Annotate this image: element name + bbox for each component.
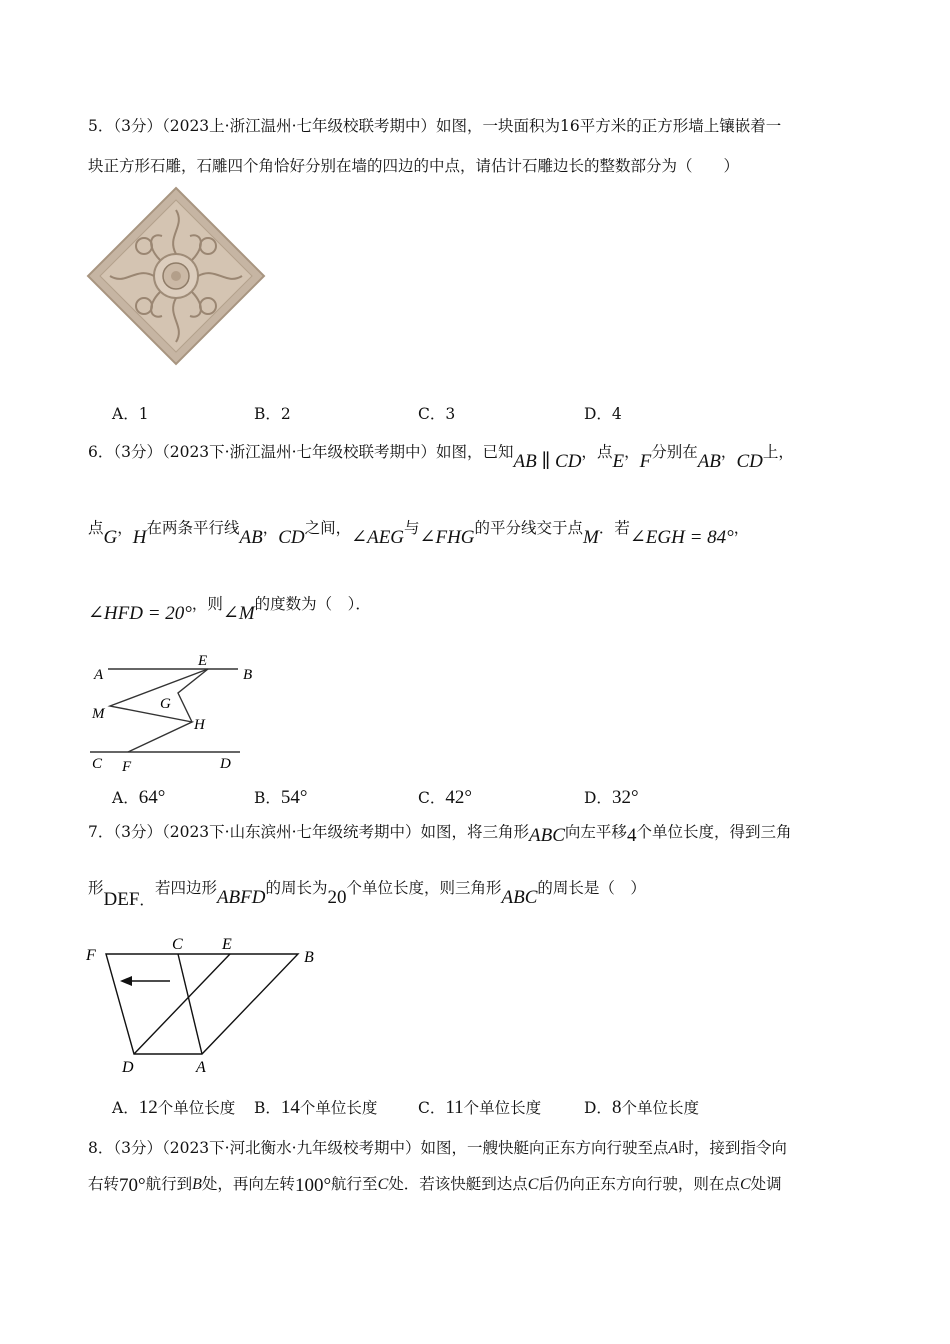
q6-label-g: G (160, 696, 171, 712)
q6-point-g: G (103, 527, 118, 548)
q6-comma: ， (720, 443, 737, 461)
q8-text: 处调 (750, 1175, 782, 1193)
q6-text: 的平分线交于点 (474, 519, 584, 537)
q6-text: 之间， (304, 519, 352, 537)
q6-label-e: E (198, 653, 208, 669)
q8-text: 处．若该快艇到达点 (388, 1175, 528, 1193)
q8-point-c: C (377, 1176, 389, 1193)
q6-point-e: E (612, 451, 625, 472)
q7-label-c: C (172, 936, 183, 953)
q6-comma: ， (733, 519, 750, 537)
q6-label-c: C (92, 756, 103, 772)
q5-option-d: D．4 (584, 405, 622, 423)
option-unit: 个单位长度 (157, 1099, 236, 1117)
q7-text: 的周长为 (265, 879, 328, 897)
q8-text: 航行到 (145, 1175, 193, 1193)
q7-figure (82, 934, 322, 1076)
q6-text: 分别在 (651, 443, 698, 461)
q8-line-2 (88, 1174, 782, 1195)
q6-label-a: A (94, 667, 104, 683)
option-letter: B． (254, 789, 281, 807)
q8-point-a: A (668, 1140, 679, 1157)
q7-text: 若四边形 (154, 879, 217, 897)
option-letter: B． (254, 1099, 281, 1117)
q6-line-cd: CD (736, 451, 763, 472)
q6-angle-aeg: ∠AEG (351, 527, 405, 548)
q6-label-f: F (122, 759, 132, 775)
q7-label-a: A (196, 1059, 206, 1076)
q6-text: ，则 (191, 595, 223, 613)
q5-option-a: A．1 (112, 405, 149, 423)
option-value: 42° (445, 787, 472, 808)
q6-angle-m: ∠M (222, 603, 255, 624)
q6-figure (86, 648, 266, 776)
q5-line-2: 块正方形石雕，石雕四个角恰好分别在墙的四边的中点，请估计石雕边长的整数部分为（ ） (88, 157, 740, 175)
q7-label-e: E (222, 936, 232, 953)
q6-comma: ， (117, 519, 133, 537)
q8-text: 右转 (88, 1175, 120, 1193)
q6-angle-fhg: ∠FHG (419, 527, 475, 548)
q8-text: 航行至 (331, 1175, 378, 1193)
q7-line-2 (88, 878, 646, 910)
option-value: 12 (138, 1097, 158, 1118)
q6-label-m: M (92, 706, 105, 722)
q6-line-ab: AB (239, 527, 263, 548)
q6-prefix: 6．（3分）（2023下·浙江温州·七年级校联考期中）如图，已知 (88, 443, 514, 461)
option-unit: 个单位长度 (299, 1099, 378, 1117)
q6-text: 点 (88, 519, 104, 537)
q8-text: 处，再向左转 (201, 1175, 295, 1193)
q7-line-1 (88, 822, 792, 846)
option-value: 54° (280, 787, 308, 808)
q6-text: 的度数为（ ）． (254, 595, 371, 613)
q6-ab-parallel-cd: AB ∥ CD (513, 451, 582, 472)
option-value: 8 (611, 1097, 622, 1118)
option-value: 64° (138, 787, 166, 808)
q6-text: 上， (762, 443, 794, 461)
q7-shift-value: 4 (626, 825, 637, 846)
q7-label-b: B (304, 949, 314, 966)
q8-text: 时，接到指令向 (678, 1139, 787, 1157)
option-letter: A． (112, 1099, 139, 1117)
q7-text: 的周长是（ ） (537, 879, 646, 897)
q7-text: 个单位长度，得到三角 (636, 823, 792, 841)
q7-option-d (584, 1098, 699, 1118)
q5-stone-carving-image (86, 186, 266, 366)
option-letter: D． (584, 1099, 612, 1117)
q5-line-1: 5．（3分）（2023上·浙江温州·七年级校联考期中）如图，一块面积为16平方米的正方形墙上镶嵌着一 (88, 117, 782, 135)
option-letter: A． (112, 789, 139, 807)
q8-point-c: C (739, 1176, 751, 1193)
q7-option-a (112, 1098, 235, 1118)
q6-angle-egh: ∠EGH = 84° (629, 527, 734, 548)
q7-text: 个单位长度，则三角形 (346, 879, 502, 897)
q8-text: 后仍向正东方向行驶，则在点 (538, 1175, 740, 1193)
option-unit: 个单位长度 (621, 1099, 699, 1117)
q6-comma: ， (262, 519, 279, 537)
option-letter: D． (584, 789, 612, 807)
q7-option-c (418, 1098, 541, 1118)
q7-triangle-abc: ABC (529, 825, 565, 846)
option-value: 32° (611, 787, 639, 808)
q8-line-1 (88, 1138, 787, 1159)
q6-line-1 (88, 442, 794, 472)
q6-point-f: F (639, 451, 652, 472)
q7-perimeter-value: 20 (327, 887, 347, 908)
q6-point-h: H (132, 527, 147, 548)
option-value: 11 (445, 1097, 464, 1118)
q7-option-b (254, 1098, 377, 1118)
q7-prefix: 7．（3分）（2023下·山东滨州·七年级统考期中）如图，将三角形 (88, 823, 530, 841)
q8-angle-70: 70° (119, 1175, 146, 1196)
q6-label-d: D (220, 756, 231, 772)
q6-option-a (112, 788, 165, 808)
q7-triangle-def: DEF (103, 889, 140, 910)
q6-option-d (584, 788, 639, 808)
q6-label-b: B (243, 667, 253, 683)
q6-option-c (418, 788, 472, 808)
q6-text: 与 (404, 519, 420, 537)
q6-point-m: M (583, 527, 599, 548)
q5-option-c: C．3 (418, 405, 456, 423)
option-value: 14 (280, 1097, 300, 1118)
option-letter: C． (418, 1099, 446, 1117)
q6-angle-hfd: ∠HFD = 20° (88, 603, 192, 624)
q6-comma: ， (624, 443, 640, 461)
q6-option-b (254, 788, 308, 808)
q6-text: 在两条平行线 (146, 519, 240, 537)
q6-dian: 点 (596, 443, 613, 461)
q8-point-c: C (527, 1176, 539, 1193)
q7-label-f: F (86, 947, 96, 964)
q8-point-b: B (192, 1176, 202, 1193)
q6-line-cd: CD (278, 527, 305, 548)
q7-triangle-abc: ABC (501, 887, 538, 908)
q5-option-b: B．2 (254, 405, 291, 423)
q8-prefix: 8．（3分）（2023下·河北衡水·九年级校考期中）如图，一艘快艇向正东方向行驶至点 (88, 1139, 669, 1157)
q6-text: ．若 (598, 519, 630, 537)
option-letter: C． (418, 789, 446, 807)
q7-text: 向左平移 (564, 823, 627, 841)
q6-label-h: H (194, 717, 205, 733)
q7-text: ． (139, 891, 155, 909)
option-unit: 个单位长度 (463, 1099, 542, 1117)
q6-line-ab: AB (697, 451, 721, 472)
q8-angle-100: 100° (294, 1175, 332, 1196)
q7-text: 形 (88, 879, 104, 897)
q6-comma: ， (581, 443, 597, 461)
q6-line-3 (88, 594, 371, 624)
q7-quadrilateral-abfd: ABFD (216, 887, 266, 908)
q7-label-d: D (122, 1059, 134, 1076)
q6-line-2 (88, 518, 750, 548)
